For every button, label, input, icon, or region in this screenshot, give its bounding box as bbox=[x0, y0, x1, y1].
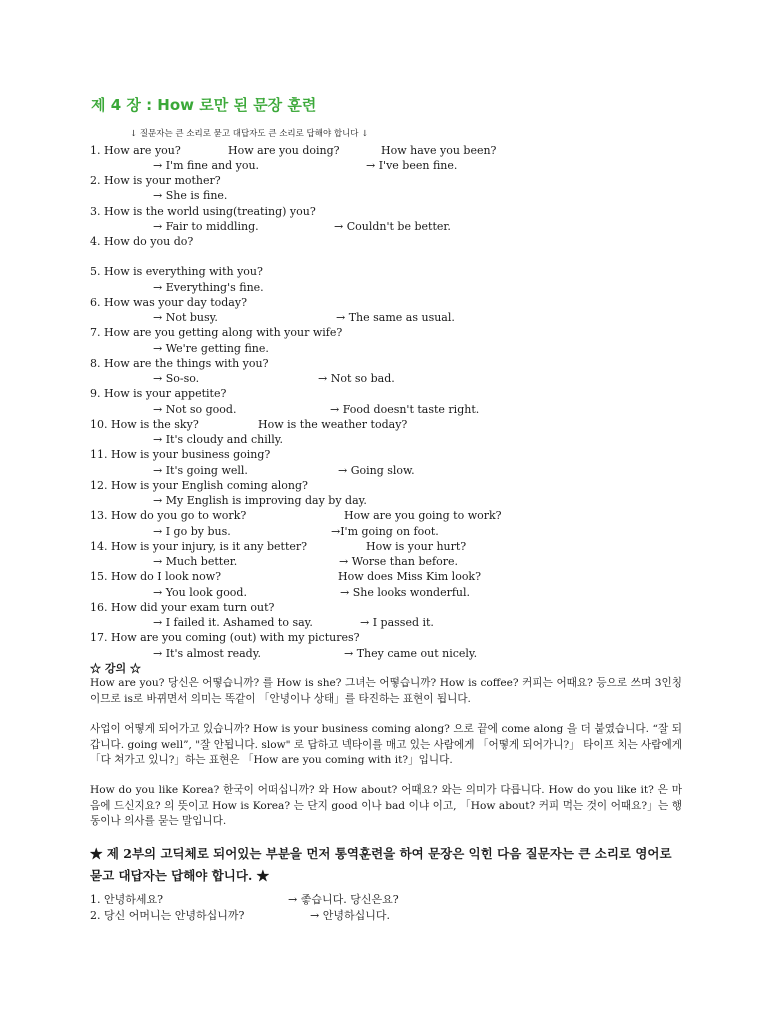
answer-1-a: → I'm fine and you. bbox=[153, 159, 260, 172]
question-14-alt-1: How is your hurt? bbox=[366, 540, 467, 553]
question-13: 13. How do you go to work? bbox=[90, 509, 247, 522]
answer-3-b: → Couldn't be better. bbox=[334, 220, 451, 233]
question-12: 12. How is your English coming along? bbox=[90, 479, 308, 492]
question-15: 15. How do I look now? bbox=[90, 570, 222, 583]
answer-9-a: → Not so good. bbox=[153, 403, 237, 416]
answer-15-b: → She looks wonderful. bbox=[340, 586, 471, 599]
question-3: 3. How is the world using(treating) you? bbox=[90, 205, 316, 218]
answer-13-a: → I go by bus. bbox=[153, 525, 231, 538]
training-instruction: ★ 제 2부의 고딕체로 되어있는 부분을 먼저 통역훈련을 하여 문장은 익힌 다음 질문자는 큰 소리로 영어로 묻고 대답자는 답해야 합니다. ★ bbox=[90, 846, 672, 883]
question-1: 1. How are you? bbox=[90, 144, 181, 157]
page-title: 제 4 장 : How 로만 된 문장 훈련 bbox=[91, 96, 317, 114]
answer-17-a: → It's almost ready. bbox=[153, 647, 261, 660]
question-15-alt-1: How does Miss Kim look? bbox=[338, 570, 481, 583]
question-10-alt-1: How is the weather today? bbox=[258, 418, 408, 431]
answer-8-b: → Not so bad. bbox=[318, 372, 395, 385]
question-14: 14. How is your injury, is it any better? bbox=[90, 540, 308, 553]
lecture-paragraph-2: 사업이 어떻게 되어가고 있습니까? How is your business coming along? 으로 끝에 come along 을 더 붙였습니다. “잘 되갑니다. going well”, "잘 안됩니다. slow" 로 답하고 넥타이를 매고 있는 사람에게 「어떻게 되어가니?」 타이프 치는 사람에게 「다 쳐가고 있니?」하는 표현은 「How are you coming with it?」입니다. bbox=[90, 723, 682, 766]
question-1-alt-2: How have you been? bbox=[381, 144, 497, 157]
question-13-alt-1: How are you going to work? bbox=[344, 509, 502, 522]
answer-7-a: → We're getting fine. bbox=[153, 342, 269, 355]
instruction-note: ↓ 질문자는 큰 소리로 묻고 대답자도 큰 소리로 답해야 합니다 ↓ bbox=[130, 129, 369, 139]
practice-answer-1: → 좋습니다. 당신은요? bbox=[288, 893, 399, 906]
lecture-heading: ☆ 강의 ☆ bbox=[90, 662, 141, 675]
practice-question-2: 2. 당신 어머니는 안녕하십니까? bbox=[90, 909, 245, 922]
answer-3-a: → Fair to middling. bbox=[153, 220, 259, 233]
answer-1-b: → I've been fine. bbox=[366, 159, 458, 172]
answer-16-b: → I passed it. bbox=[360, 616, 434, 629]
question-9: 9. How is your appetite? bbox=[90, 387, 227, 400]
question-6: 6. How was your day today? bbox=[90, 296, 247, 309]
question-8: 8. How are the things with you? bbox=[90, 357, 269, 370]
answer-9-b: → Food doesn't taste right. bbox=[330, 403, 480, 416]
question-16: 16. How did your exam turn out? bbox=[90, 601, 275, 614]
practice-question-1: 1. 안녕하세요? bbox=[90, 893, 164, 906]
question-17: 17. How are you coming (out) with my pictures? bbox=[90, 631, 360, 644]
answer-14-a: → Much better. bbox=[153, 555, 238, 568]
answer-12-a: → My English is improving day by day. bbox=[153, 494, 367, 507]
answer-15-a: → You look good. bbox=[153, 586, 247, 599]
question-4: 4. How do you do? bbox=[90, 235, 194, 248]
answer-6-a: → Not busy. bbox=[153, 311, 218, 324]
answer-5-a: → Everything's fine. bbox=[153, 281, 264, 294]
answer-17-b: → They came out nicely. bbox=[344, 647, 478, 660]
question-2: 2. How is your mother? bbox=[90, 174, 221, 187]
question-11: 11. How is your business going? bbox=[90, 448, 271, 461]
answer-16-a: → I failed it. Ashamed to say. bbox=[153, 616, 313, 629]
lecture-paragraph-1: How are you? 당신은 어떻습니까? 를 How is she? 그녀는 어떻습니까? How is coffee? 커피는 어때요? 등으로 쓰며 3인칭이므로 is로 바뀌면서 의미는 똑같이 「안녕이나 상태」를 타진하는 표현이 됩니다. bbox=[90, 677, 682, 705]
question-5: 5. How is everything with you? bbox=[90, 265, 263, 278]
answer-13-b: →I'm going on foot. bbox=[331, 525, 439, 538]
answer-10-a: → It's cloudy and chilly. bbox=[153, 433, 284, 446]
answer-11-a: → It's going well. bbox=[153, 464, 248, 477]
answer-2-a: → She is fine. bbox=[153, 189, 228, 202]
question-1-alt-1: How are you doing? bbox=[228, 144, 340, 157]
lecture-paragraph-3: How do you like Korea? 한국이 어떠십니까? 와 How about? 어때요? 와는 의미가 다릅니다. How do you like it? 은 마음에 드신지요? 의 뜻이고 How is Korea? 는 단지 good 이나 bad 이냐 이고, 「How about? 커피 먹는 것이 어때요?」는 행동이나 의사를 묻는 말입니다. bbox=[90, 784, 682, 827]
answer-11-b: → Going slow. bbox=[338, 464, 415, 477]
answer-6-b: → The same as usual. bbox=[336, 311, 455, 324]
practice-answer-2: → 안녕하십니다. bbox=[310, 909, 390, 922]
question-10: 10. How is the sky? bbox=[90, 418, 199, 431]
question-7: 7. How are you getting along with your wife? bbox=[90, 326, 343, 339]
answer-14-b: → Worse than before. bbox=[339, 555, 458, 568]
answer-8-a: → So-so. bbox=[153, 372, 200, 385]
